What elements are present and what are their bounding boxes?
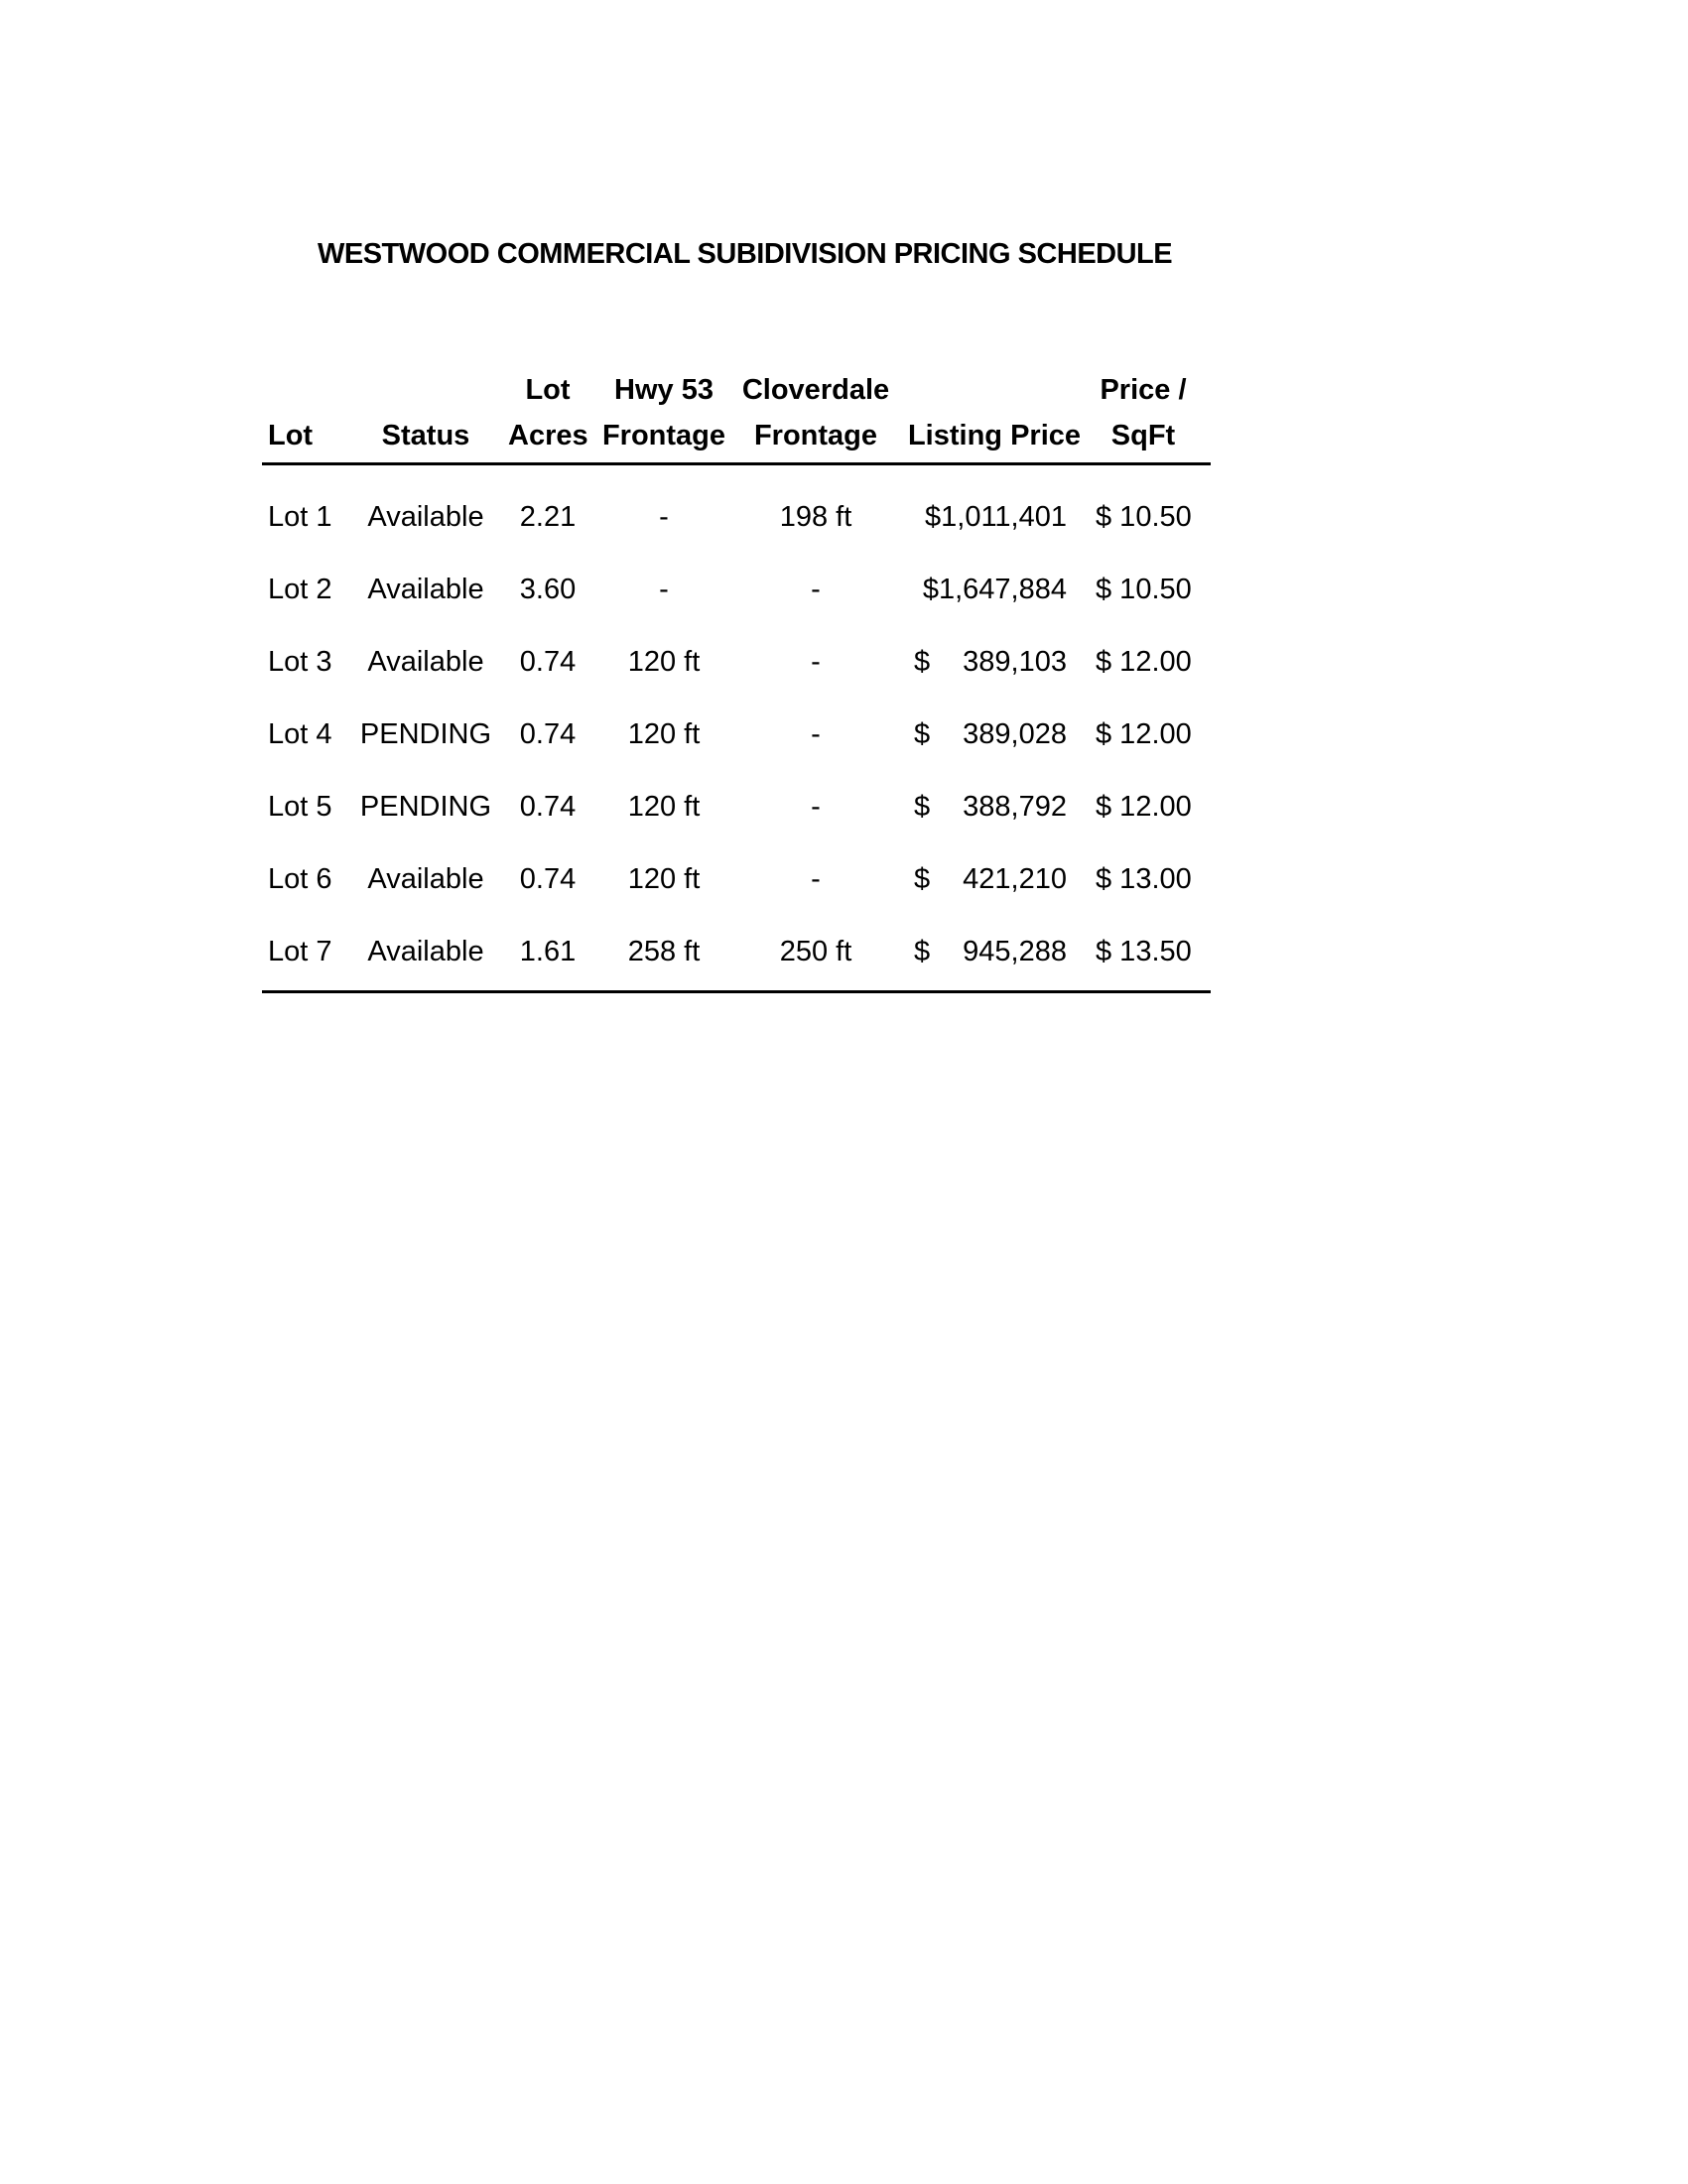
- status-cell: Available: [367, 646, 484, 678]
- acres-cell: 0.74: [519, 791, 577, 823]
- lot-cell: Lot 7: [268, 936, 332, 967]
- listing-price-currency: $: [914, 791, 931, 823]
- hwy53-frontage-cell: 258 ft: [627, 936, 701, 967]
- price-per-sqft-cell: $ 12.00: [1096, 718, 1192, 750]
- hwy53-frontage-cell: 120 ft: [627, 791, 701, 823]
- acres-cell: 0.74: [519, 646, 577, 678]
- listing-price-cell: 389,103: [963, 646, 1067, 678]
- acres-cell: 3.60: [519, 574, 577, 605]
- lot-cell: Lot 6: [268, 863, 332, 895]
- table-row: [262, 773, 1211, 845]
- price-per-sqft-cell: $ 10.50: [1096, 501, 1192, 533]
- lot-cell: Lot 1: [268, 501, 332, 533]
- acres-cell: 2.21: [519, 501, 577, 533]
- acres-cell: 0.74: [519, 863, 577, 895]
- listing-price-cell: $1,647,884: [922, 574, 1067, 605]
- table-row: [262, 918, 1211, 990]
- hwy53-frontage-cell: 120 ft: [627, 863, 701, 895]
- acres-cell: 0.74: [519, 718, 577, 750]
- listing-price-cell: 421,210: [963, 863, 1067, 895]
- price-per-sqft-cell: $ 10.50: [1096, 574, 1192, 605]
- header-lot: Lot: [268, 420, 314, 451]
- lot-cell: Lot 4: [268, 718, 332, 750]
- cloverdale-frontage-cell: -: [811, 863, 821, 895]
- table-header: [262, 373, 1211, 465]
- listing-price-currency: $: [914, 936, 931, 967]
- listing-price-cell: 389,028: [963, 718, 1067, 750]
- status-cell: Available: [367, 501, 484, 533]
- hwy53-frontage-cell: -: [659, 501, 669, 533]
- document-title: WESTWOOD COMMERCIAL SUBIDIVISION PRICING SCHEDULE: [318, 238, 1173, 270]
- table-row: [262, 628, 1211, 701]
- cloverdale-frontage-cell: 250 ft: [779, 936, 852, 967]
- listing-price-cell: $1,011,401: [925, 501, 1067, 533]
- header-status: Status: [381, 420, 470, 451]
- status-cell: PENDING: [359, 791, 492, 823]
- listing-price-currency: $: [914, 718, 931, 750]
- lot-cell: Lot 2: [268, 574, 332, 605]
- hwy53-frontage-cell: 120 ft: [627, 646, 701, 678]
- header-hwy53-frontage: Hwy 53 Frontage: [601, 374, 726, 451]
- header-price-per-sqft: Price / SqFt: [1100, 374, 1187, 451]
- header-cloverdale-frontage: Cloverdale Frontage: [741, 374, 890, 451]
- status-cell: Available: [367, 863, 484, 895]
- price-per-sqft-cell: $ 12.00: [1096, 791, 1192, 823]
- lot-cell: Lot 5: [268, 791, 332, 823]
- listing-price-currency: $: [914, 646, 931, 678]
- price-per-sqft-cell: $ 13.50: [1096, 936, 1192, 967]
- listing-price-cell: 388,792: [963, 791, 1067, 823]
- acres-cell: 1.61: [519, 936, 577, 967]
- price-per-sqft-cell: $ 12.00: [1096, 646, 1192, 678]
- status-cell: PENDING: [359, 718, 492, 750]
- hwy53-frontage-cell: 120 ft: [627, 718, 701, 750]
- table-row: [262, 556, 1211, 628]
- cloverdale-frontage-cell: -: [811, 646, 821, 678]
- status-cell: Available: [367, 936, 484, 967]
- listing-price-currency: $: [914, 863, 931, 895]
- table-row: [262, 483, 1211, 556]
- cloverdale-frontage-cell: -: [811, 718, 821, 750]
- cloverdale-frontage-cell: -: [811, 791, 821, 823]
- hwy53-frontage-cell: -: [659, 574, 669, 605]
- cloverdale-frontage-cell: 198 ft: [779, 501, 852, 533]
- listing-price-cell: 945,288: [963, 936, 1067, 967]
- table-row: [262, 845, 1211, 918]
- header-listing-price: Listing Price: [907, 420, 1082, 451]
- table-body: [262, 465, 1211, 993]
- lot-cell: Lot 3: [268, 646, 332, 678]
- price-per-sqft-cell: $ 13.00: [1096, 863, 1192, 895]
- pricing-table: [262, 373, 1211, 993]
- header-lot-acres: Lot Acres: [508, 374, 588, 451]
- cloverdale-frontage-cell: -: [811, 574, 821, 605]
- status-cell: Available: [367, 574, 484, 605]
- table-row: [262, 701, 1211, 773]
